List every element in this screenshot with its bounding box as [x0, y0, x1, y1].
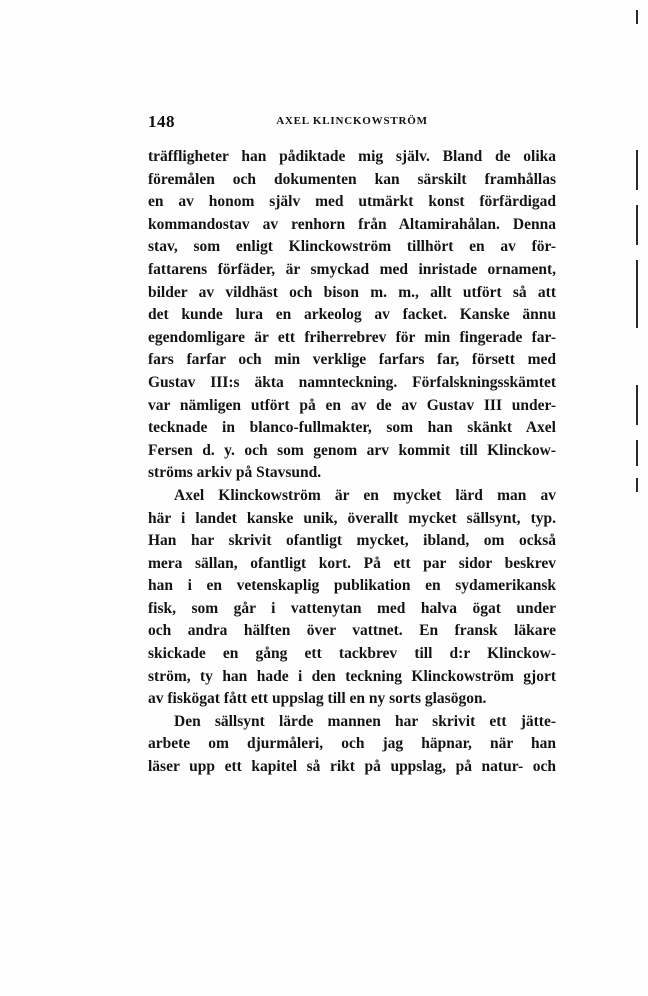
text-line: Fersen d. y. och som genom arv kommit till Klinckow- — [148, 441, 556, 459]
text-line: ströms arkiv på Stavsund. — [148, 464, 322, 482]
text-line: Axel Klinckowström är en mycket lärd man av — [174, 486, 556, 504]
text-line: föremålen och dokumenten kan särskilt framhållas — [148, 170, 556, 188]
text-line: arbete om djurmåleri, och jag häpnar, när han — [148, 735, 556, 753]
text-line: bilder av vildhäst och bison m. m., allt utfört så att — [148, 283, 556, 301]
paragraph — [148, 485, 556, 711]
text-line: han i en vetenskaplig publikation en sydamerikansk — [148, 577, 556, 595]
text-line: en av honom själv med utmärkt konst förfärdigad — [148, 193, 556, 211]
page-header — [148, 112, 556, 134]
text-line: det kunde lura en arkeolog av facket. Kanske ännu — [148, 306, 556, 324]
paragraph — [148, 146, 556, 485]
paragraph — [148, 711, 556, 779]
text-line: tecknade in blanco-fullmakter, som han skänkt Axel — [148, 419, 556, 437]
scan-edge-mark — [636, 440, 638, 466]
text-line: egendomligare är ett friherrebrev för min fingerade far- — [148, 328, 556, 346]
scan-edge-mark — [636, 150, 638, 190]
text-line: skickade en gång ett tackbrev till d:r Klinckow- — [148, 645, 556, 663]
text-line: ström, ty han hade i den teckning Klinckowström gjort — [148, 667, 556, 685]
scan-edge-mark — [636, 260, 638, 328]
text-line: läser upp ett kapitel så rikt på uppslag, på natur- och — [148, 758, 556, 776]
text-line: stav, som enligt Klinckowström tillhört en av för- — [148, 238, 556, 256]
text-line: Gustav III:s äkta namnteckning. Förfalskningsskämtet — [148, 373, 556, 391]
text-line: mera sällan, ofantligt kort. På ett par sidor beskrev — [148, 554, 556, 572]
scan-edge-mark — [636, 385, 638, 425]
text-line: kommandostav av renhorn från Altamirahålan. Denna — [148, 215, 556, 233]
scan-edge-mark — [636, 478, 638, 492]
text-line: fars farfar och min verklige farfars far, försett med — [148, 351, 556, 369]
scan-edge-mark — [636, 205, 638, 245]
text-line: Den sällsynt lärde mannen har skrivit ett jätte- — [174, 712, 556, 730]
text-line: var nämligen utfört på en av de av Gustav III under- — [148, 396, 556, 414]
text-line: och andra hälften över vattnet. En fransk läkare — [148, 622, 556, 640]
text-line: av fiskögat fått ett uppslag till en ny sorts glasögon. — [148, 690, 487, 708]
body-text — [148, 146, 556, 779]
running-head: AXEL KLINCKOWSTRÖM — [276, 115, 428, 127]
page-number: 148 — [148, 112, 175, 131]
scan-edge-mark — [636, 10, 638, 24]
text-line: fattarens förfäder, är smyckad med inristade ornament, — [148, 260, 556, 278]
text-line: fisk, som går i vattenytan med halva ögat under — [148, 599, 556, 617]
text-line: Han har skrivit ofantligt mycket, ibland, om också — [148, 532, 556, 550]
text-line: träffligheter han pådiktade mig själv. Bland de olika — [148, 148, 556, 165]
text-line: här i landet kanske unik, överallt mycket sällsynt, typ. — [148, 509, 556, 527]
